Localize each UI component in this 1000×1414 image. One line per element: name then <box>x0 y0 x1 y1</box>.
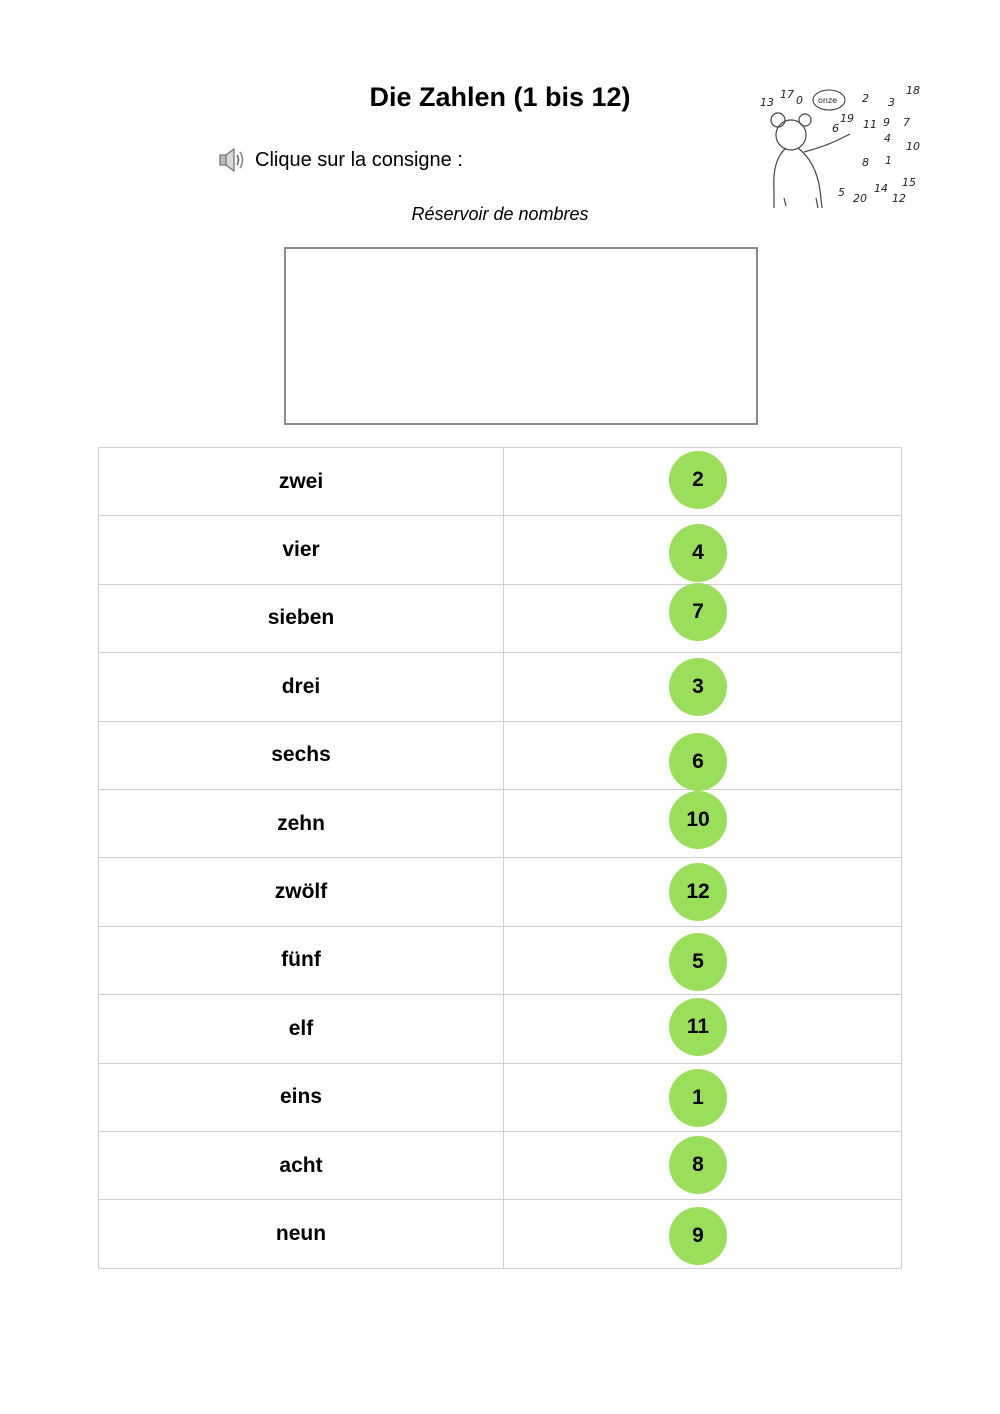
number-word: neun <box>275 1221 327 1245</box>
number-ball[interactable]: 12 <box>669 863 727 921</box>
drop-cell[interactable] <box>504 448 902 515</box>
illus-number: 7 <box>903 116 910 129</box>
word-cell <box>99 1132 504 1199</box>
illus-number: 13 <box>760 96 774 109</box>
drop-cell[interactable] <box>504 516 902 583</box>
table-row <box>99 858 902 926</box>
number-ball[interactable]: 10 <box>669 791 727 849</box>
illus-number: 12 <box>892 192 906 205</box>
number-ball[interactable]: 11 <box>669 998 727 1056</box>
number-ball[interactable]: 3 <box>669 658 727 716</box>
number-word: sieben <box>267 606 335 630</box>
illus-number: 1 <box>885 154 892 167</box>
illus-number: 3 <box>888 96 895 109</box>
number-ball[interactable]: 7 <box>669 583 727 641</box>
number-reservoir[interactable] <box>284 247 758 425</box>
illus-number: 20 <box>853 192 867 205</box>
reservoir-label: Réservoir de nombres <box>411 204 589 224</box>
number-ball[interactable]: 6 <box>669 733 727 791</box>
word-cell <box>99 722 504 789</box>
speaker-icon[interactable] <box>217 146 247 174</box>
illus-number: 14 <box>874 182 888 195</box>
table-row <box>99 790 902 858</box>
drop-cell[interactable] <box>504 1200 902 1267</box>
table-row <box>99 448 902 516</box>
word-cell <box>99 995 504 1062</box>
number-word: zwölf <box>274 880 328 904</box>
number-ball[interactable]: 2 <box>669 451 727 509</box>
word-cell <box>99 448 504 515</box>
number-ball[interactable]: 5 <box>669 933 727 991</box>
word-cell <box>99 927 504 994</box>
drop-cell[interactable] <box>504 858 902 925</box>
number-word: sechs <box>271 743 331 767</box>
word-cell <box>99 653 504 720</box>
drop-cell[interactable] <box>504 722 902 789</box>
illus-number: 17 <box>780 88 794 101</box>
table-row <box>99 516 902 584</box>
illus-number: 18 <box>906 84 920 97</box>
word-cell <box>99 1064 504 1131</box>
drop-cell[interactable] <box>504 1132 902 1199</box>
drop-cell[interactable] <box>504 585 902 652</box>
illus-bubble-text: onze <box>818 96 838 105</box>
illus-number: 4 <box>884 132 891 145</box>
number-word: vier <box>282 538 320 562</box>
illus-number: 9 <box>883 116 890 129</box>
instruction[interactable] <box>217 144 463 176</box>
table-row <box>99 653 902 721</box>
illus-number: 10 <box>906 140 920 153</box>
number-ball[interactable]: 8 <box>669 1136 727 1194</box>
number-ball[interactable]: 9 <box>669 1207 727 1265</box>
illus-number: 15 <box>902 176 916 189</box>
word-cell <box>99 858 504 925</box>
number-bubble-illustration <box>758 80 928 215</box>
instruction-text[interactable]: Clique sur la consigne : <box>255 148 463 171</box>
illus-number: 6 <box>832 122 839 135</box>
table-row <box>99 927 902 995</box>
number-word: eins <box>279 1085 323 1109</box>
word-cell <box>99 585 504 652</box>
matching-table <box>98 447 902 1269</box>
illus-number: 2 <box>862 92 869 105</box>
drop-cell[interactable] <box>504 790 902 857</box>
number-word: drei <box>281 674 321 698</box>
number-word: acht <box>279 1153 323 1177</box>
drop-cell[interactable] <box>504 1064 902 1131</box>
illus-number: 11 <box>863 118 877 131</box>
drop-cell[interactable] <box>504 927 902 994</box>
table-row <box>99 585 902 653</box>
table-row <box>99 1132 902 1200</box>
number-word: zwei <box>278 469 324 493</box>
table-row <box>99 1064 902 1132</box>
word-cell <box>99 1200 504 1267</box>
illus-number: 19 <box>840 112 854 125</box>
word-cell <box>99 790 504 857</box>
illus-number: 5 <box>838 186 845 199</box>
number-word: fünf <box>281 948 321 972</box>
drop-cell[interactable] <box>504 653 902 720</box>
drop-cell[interactable] <box>504 995 902 1062</box>
illus-number: 0 <box>796 94 803 107</box>
page-title: Die Zahlen (1 bis 12) <box>369 82 631 112</box>
table-row <box>99 995 902 1063</box>
number-ball[interactable]: 1 <box>669 1069 727 1127</box>
number-word: elf <box>288 1016 314 1040</box>
illus-number: 8 <box>862 156 869 169</box>
word-cell <box>99 516 504 583</box>
number-ball[interactable]: 4 <box>669 524 727 582</box>
table-row <box>99 1200 902 1268</box>
number-word: zehn <box>277 811 325 835</box>
table-row <box>99 722 902 790</box>
